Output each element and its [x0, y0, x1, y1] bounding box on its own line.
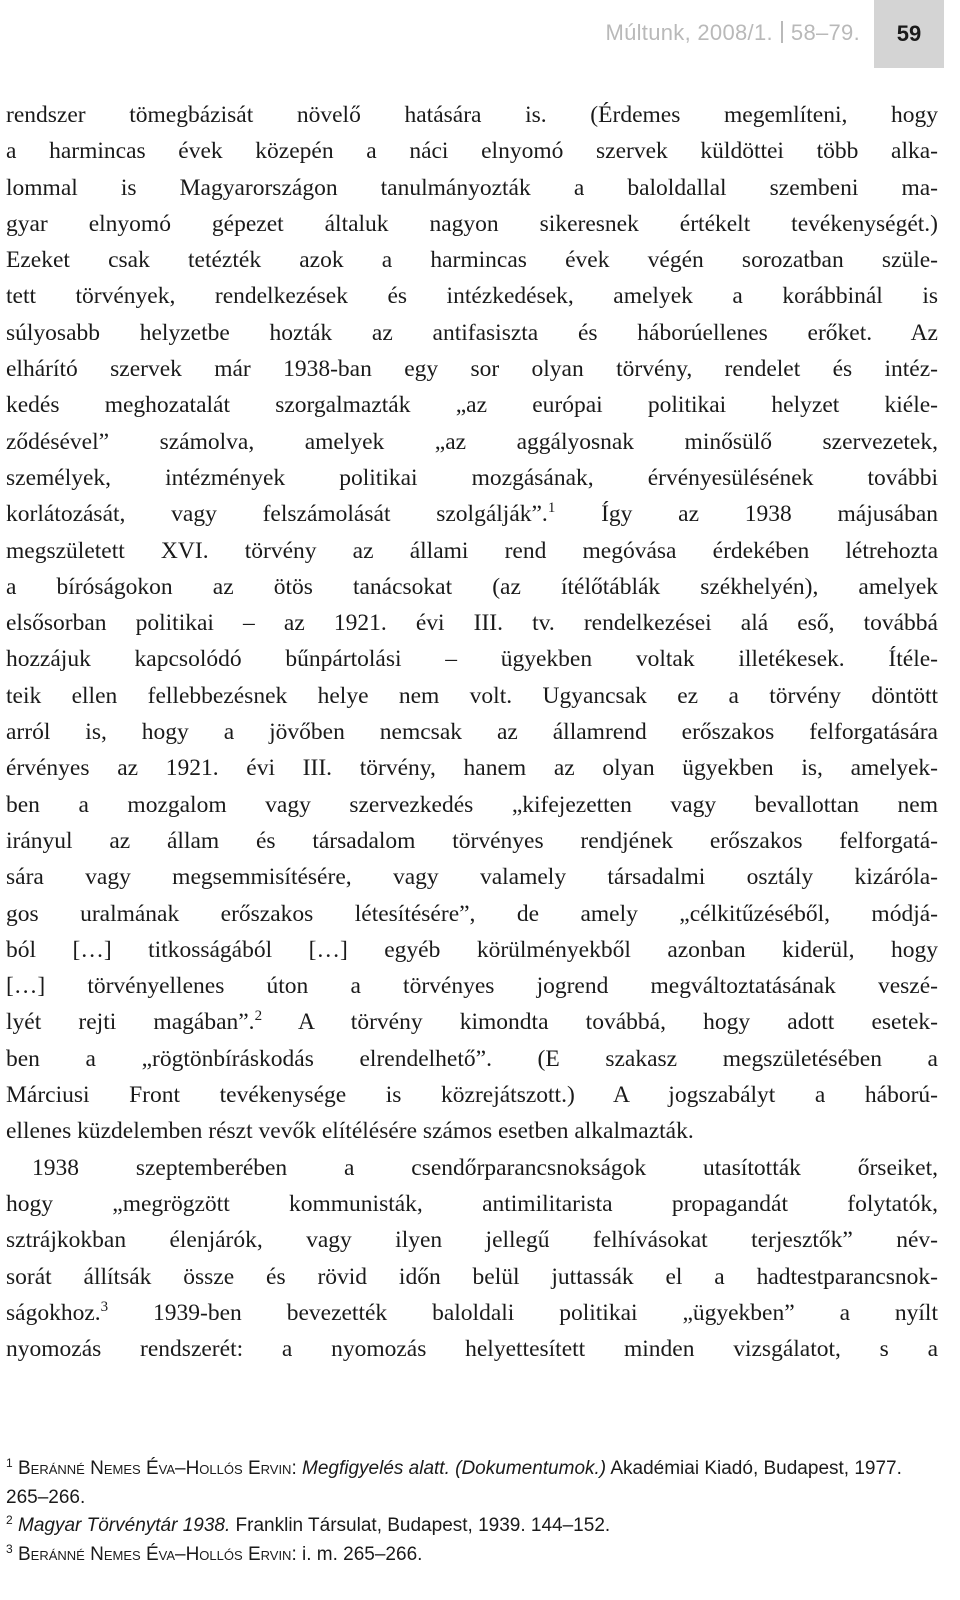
- footnote-author: Beránné Nemes Éva–Hollós Ervin:: [18, 1458, 297, 1479]
- page-range: 58–79.: [790, 20, 860, 45]
- text-line: súlyosabb helyzetbe hozták az antifasiszta és háborúellenes erőket. Az: [6, 319, 938, 346]
- text-line: ben a „rögtönbíráskodás elrendelhető”. (E szakasz megszületésében a: [6, 1045, 938, 1072]
- text-line: lommal is Magyarországon tanulmányozták a baloldallal szembeni ma-: [6, 174, 938, 201]
- journal-name: Múltunk, 2008/1.: [605, 20, 773, 45]
- footnote-2: 2 Magyar Törvénytár 1938. Franklin Társulat, Budapest, 1939. 144–152.: [6, 1513, 611, 1536]
- text-segment: lyét rejti magában”.: [6, 1009, 255, 1036]
- text-segment: A törvény kimondta továbbá, hogy adott esetek-: [262, 1009, 938, 1036]
- footnote-author: Beránné Nemes Éva–Hollós Ervin:: [18, 1543, 297, 1565]
- page-number: 59: [874, 0, 944, 68]
- text-line: sorát állítsák össze és rövid időn belül juttassák el a hadtestparancsnok-: [6, 1263, 938, 1290]
- footnote-rest: Franklin Társulat, Budapest, 1939. 144–152.: [235, 1515, 611, 1536]
- text-line: ződésével” számolva, amelyek „az aggályosnak minősülő szervezetek,: [6, 428, 938, 455]
- text-line: személyek, intézmények politikai mozgásának, érvényesülésének további: [6, 464, 938, 491]
- text-line: rendszer tömegbázisát növelő hatására is. (Érdemes megemlíteni, hogy: [6, 102, 938, 128]
- text-line: megszületett XVI. törvény az állami rend megóvása érdekében létrehozta: [6, 537, 938, 564]
- text-line: Márciusi Front tevékenysége is közrejátszott.) A jogszabályt a háború-: [6, 1082, 938, 1109]
- text-line: Ezeket csak tetézték azok a harmincas évek végén sorozatban szüle-: [6, 247, 938, 274]
- text-line: hozzájuk kapcsolódó bűnpártolási – ügyekben voltak illetékesek. Ítéle-: [6, 646, 938, 673]
- footnotes: [6, 1455, 938, 1569]
- text-line: [6, 1004, 938, 1040]
- text-segment: 1939-ben bevezették baloldali politikai „ügyekben” a nyílt: [108, 1299, 938, 1326]
- text-line: 1938 szeptemberében a csendőrparancsnokságok utasították őrseiket,: [32, 1154, 938, 1181]
- footnote-ref-3[interactable]: 3: [100, 1298, 109, 1315]
- text-line: irányul az állam és társadalom törvényes rendjének erőszakos felforgatá-: [6, 827, 938, 854]
- text-line: ben a mozgalom vagy szervezkedés „kifejezetten vagy bevallottan nem: [6, 791, 938, 818]
- footnote-ref-2[interactable]: 2: [254, 1008, 263, 1025]
- text-line: gos uralmának erőszakos létesítésére”, de amely „célkitűzéséből, módjá-: [6, 900, 938, 927]
- footnote-title: Magyar Törvénytár 1938.: [18, 1515, 231, 1536]
- text-segment: korlátozását, vagy felszámolását szolgálják”.: [6, 501, 548, 528]
- text-segment: Így az 1938 májusában: [555, 501, 938, 528]
- text-line: elsősorban politikai – az 1921. évi III. tv. rendelkezései alá eső, továbbá: [6, 610, 938, 637]
- text-line: ellenes küzdelemben részt vevők elítélésére számos esetben alkalmazták.: [6, 1118, 694, 1145]
- footnote-3: 3 Beránné Nemes Éva–Hollós Ervin: i. m. 265–266.: [6, 1541, 423, 1565]
- text-line: ból […] titkosságából […] egyéb körülményekből azonban kiderül, hogy: [6, 936, 938, 963]
- page-header: [0, 0, 960, 70]
- text-line: hogy „megrögzött kommunisták, antimilitarista propagandát folytatók,: [6, 1190, 938, 1217]
- body-text: [6, 97, 938, 1367]
- text-line: érvényes az 1921. évi III. törvény, hanem az olyan ügyekben is, amelyek-: [6, 755, 938, 782]
- text-line: a bíróságokon az ötös tanácsokat (az ítélőtáblák székhelyén), amelyek: [6, 573, 938, 600]
- text-line: sára vagy megsemmisítésére, vagy valamely társadalmi osztály kizáróla-: [6, 864, 938, 891]
- text-line: teik ellen fellebbezésnek helye nem volt. Ugyancsak ez a törvény döntött: [6, 682, 938, 709]
- text-line: kedés meghozatalát szorgalmazták „az európai politikai helyzet kiéle-: [6, 392, 938, 419]
- footnote-ref-1[interactable]: 1: [547, 500, 556, 517]
- text-line: elhárító szervek már 1938-ban egy sor olyan törvény, rendelet és intéz-: [6, 356, 938, 383]
- footnote-1: 1 Beránné Nemes Éva–Hollós Ervin: Megfigyelés alatt. (Dokumentumok.) Akadémiai Kiadó, Budapest, 1977.: [6, 1456, 902, 1479]
- footnote-rest: Akadémiai Kiadó, Budapest, 1977.: [610, 1458, 902, 1479]
- footnote-1-continued: 265–266.: [6, 1486, 86, 1508]
- text-line: […] törvényellenes úton a törvényes jogrend megváltoztatásának veszé-: [6, 973, 938, 1000]
- text-line: sztrájkokban élenjárók, vagy ilyen jellegű felhívásokat terjesztők” név-: [6, 1227, 938, 1254]
- text-line: tett törvények, rendelkezések és intézkedések, amelyek a korábbinál is: [6, 283, 938, 310]
- text-line: nyomozás rendszerét: a nyomozás helyettesített minden vizsgálatot, s a: [6, 1336, 938, 1363]
- text-segment: ságokhoz.: [6, 1299, 101, 1326]
- text-line: arról is, hogy a jövőben nemcsak az államrend erőszakos felforgatására: [6, 719, 938, 746]
- header-separator: [781, 21, 783, 43]
- text-line: [6, 496, 938, 532]
- running-head: [605, 20, 860, 46]
- footnote-title: Megfigyelés alatt. (Dokumentumok.): [302, 1458, 607, 1479]
- text-line: a harmincas évek közepén a náci elnyomó szervek küldöttei több alka-: [6, 138, 938, 165]
- footnote-rest: i. m. 265–266.: [302, 1543, 423, 1565]
- text-line: gyar elnyomó gépezet általuk nagyon sikeresnek értékelt tevékenységét.): [6, 210, 938, 237]
- text-line: [6, 1295, 938, 1331]
